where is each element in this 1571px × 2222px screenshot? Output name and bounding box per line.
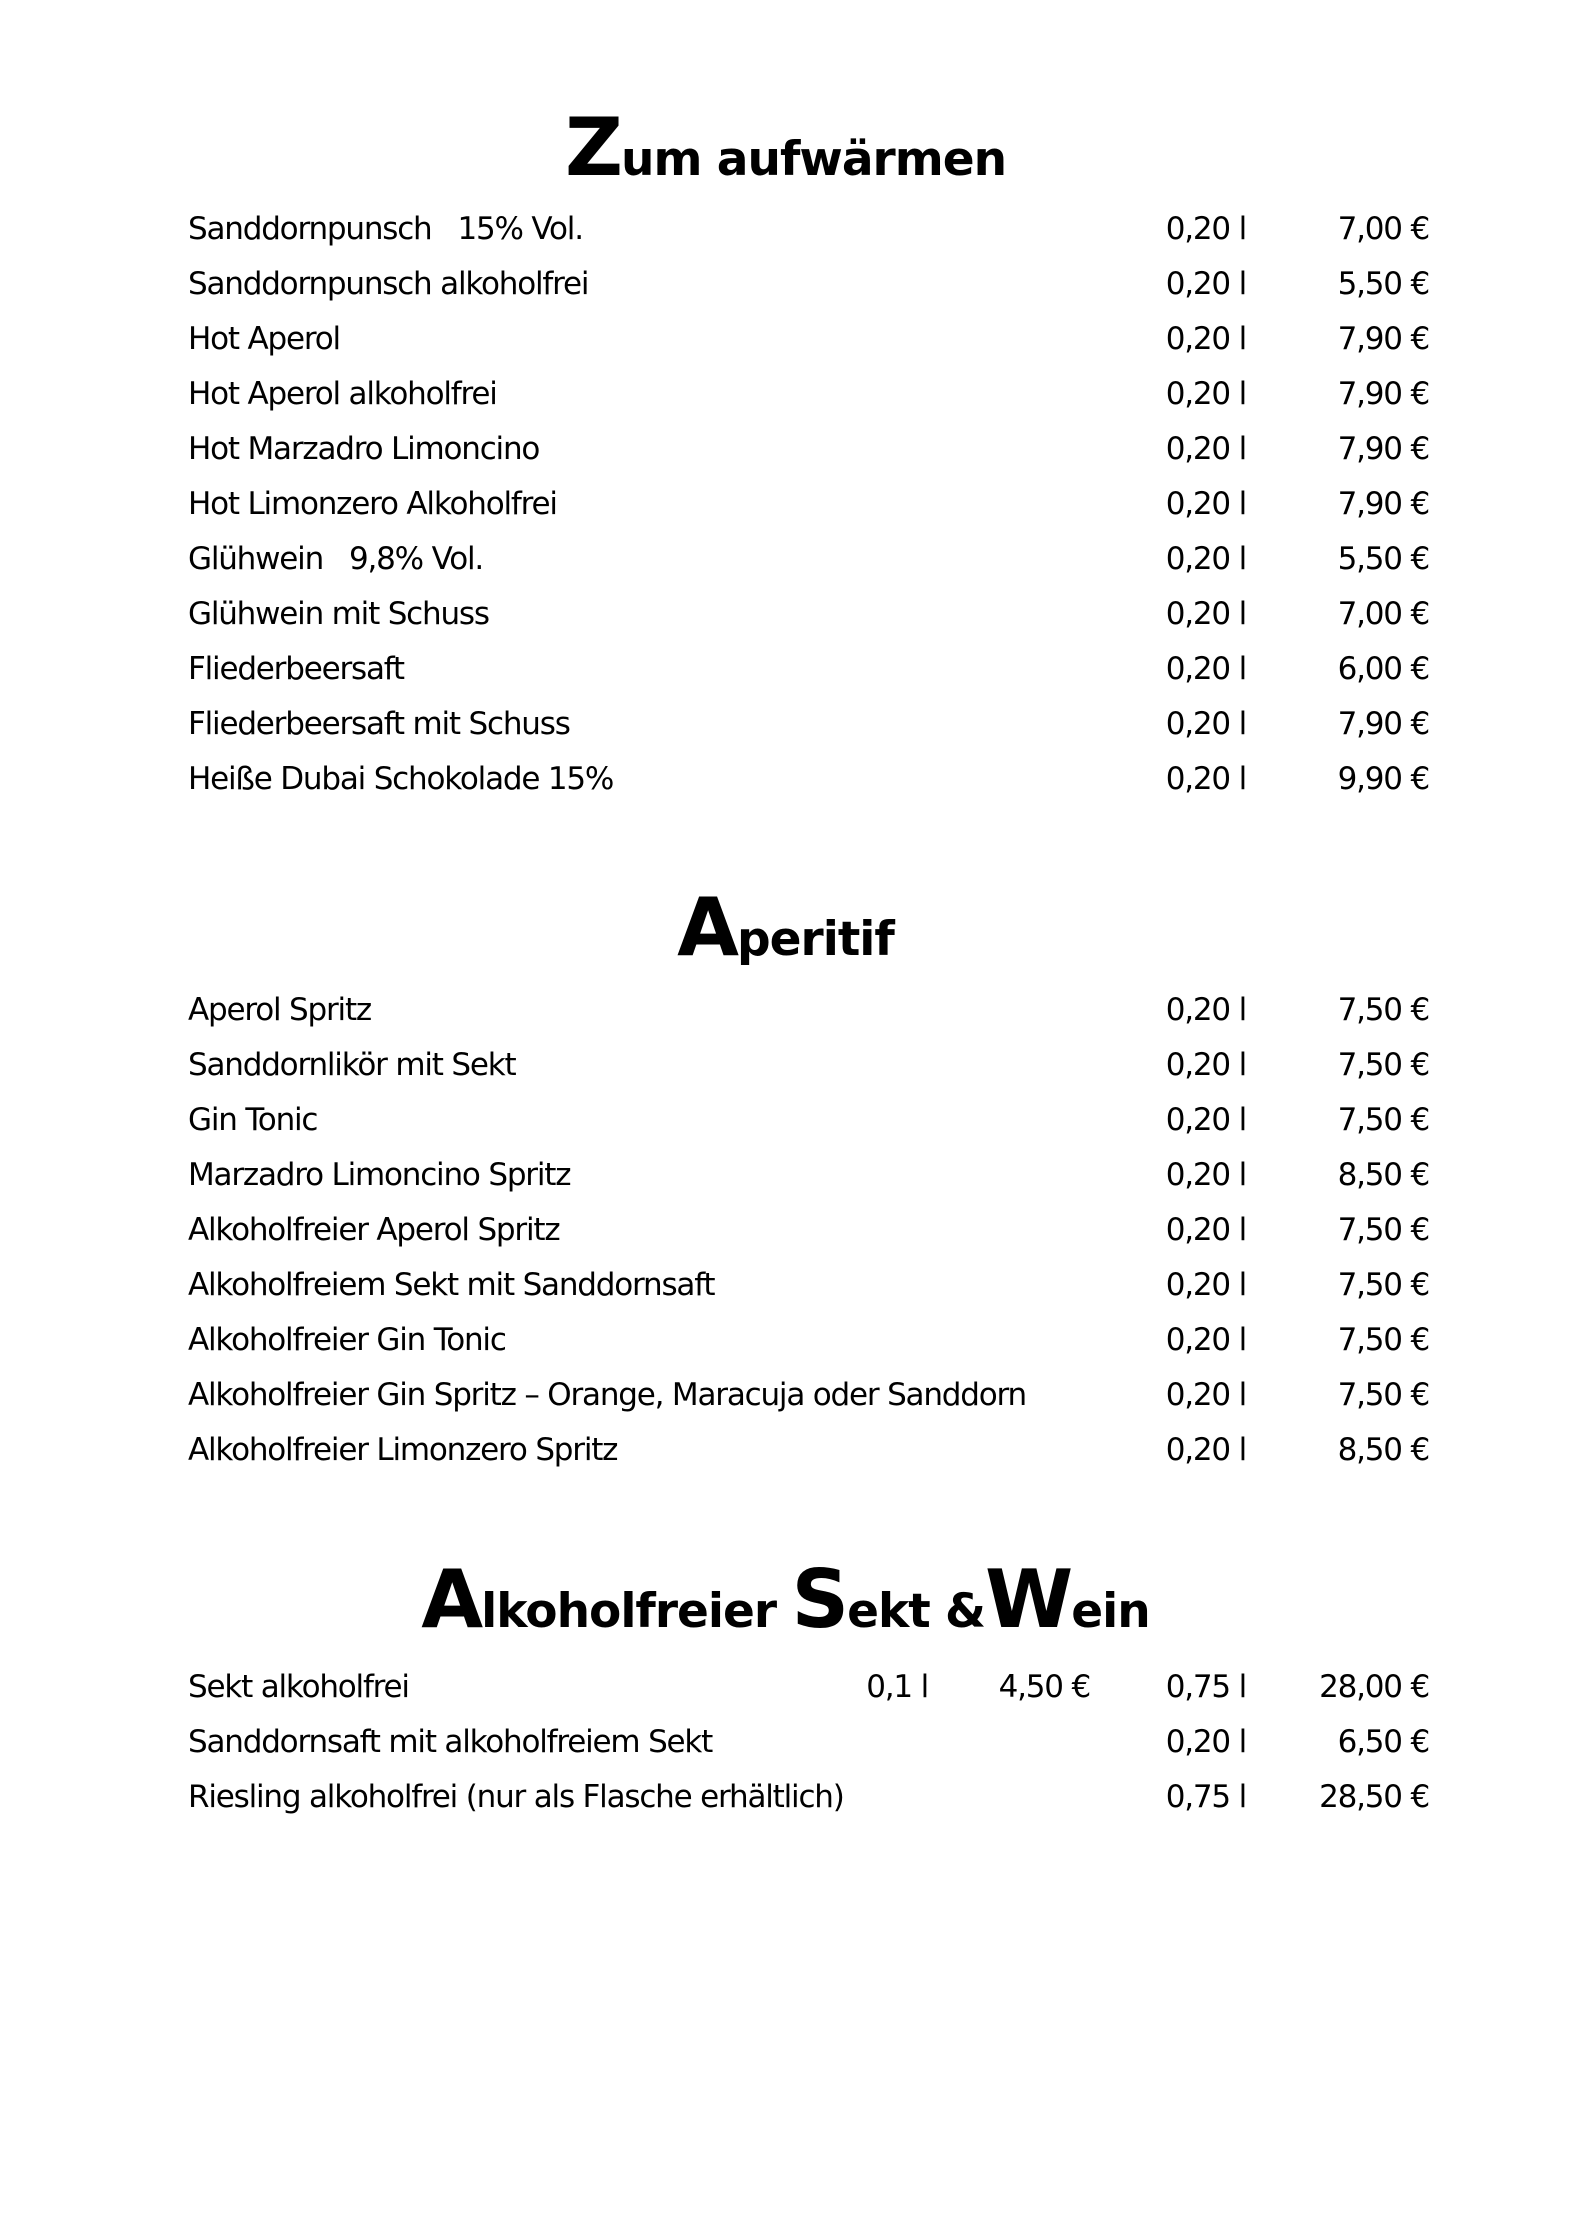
item-volume: 0,20 l	[1165, 486, 1246, 522]
menu-item	[0, 1425, 1571, 1475]
menu-item	[0, 985, 1571, 1035]
item-volume: 0,20 l	[1165, 1432, 1246, 1468]
item-price: 6,00 €	[1337, 651, 1429, 687]
section-title-zum-aufwaermen	[0, 101, 1571, 194]
item-name: Hot Aperol	[188, 321, 340, 357]
section-title-aperitif	[0, 881, 1571, 974]
menu-item	[0, 1717, 1571, 1767]
title-rest: ein	[1071, 1584, 1150, 1639]
item-volume: 0,20 l	[1165, 376, 1246, 412]
item-price: 28,50 €	[1319, 1779, 1429, 1815]
item-price: 5,50 €	[1337, 266, 1429, 302]
item-price: 7,90 €	[1337, 431, 1429, 467]
title-initial: A	[677, 881, 738, 974]
item-name: Gin Tonic	[188, 1102, 318, 1138]
item-price: 5,50 €	[1337, 541, 1429, 577]
item-name: Fliederbeersaft mit Schuss	[188, 706, 570, 742]
item-name: Heiße Dubai Schokolade 15%	[188, 761, 614, 797]
item-volume: 0,20 l	[1165, 706, 1246, 742]
item-price-glass: 4,50 €	[998, 1669, 1090, 1705]
menu-item	[0, 1370, 1571, 1420]
item-name: Fliederbeersaft	[188, 651, 404, 687]
item-price: 7,50 €	[1337, 1322, 1429, 1358]
item-price: 7,50 €	[1337, 992, 1429, 1028]
item-volume: 0,20 l	[1165, 266, 1246, 302]
menu-item	[0, 259, 1571, 309]
menu-item	[0, 479, 1571, 529]
item-price: 7,00 €	[1337, 211, 1429, 247]
item-name: Sanddornpunsch 15% Vol.	[188, 211, 583, 247]
item-name: Hot Marzadro Limoncino	[188, 431, 540, 467]
menu-item	[0, 314, 1571, 364]
item-volume: 0,20 l	[1165, 761, 1246, 797]
menu-item	[0, 1662, 1571, 1712]
item-volume: 0,20 l	[1165, 321, 1246, 357]
title-initial: W	[985, 1553, 1072, 1646]
item-volume: 0,20 l	[1165, 211, 1246, 247]
menu-item	[0, 424, 1571, 474]
item-volume-glass: 0,1 l	[866, 1669, 928, 1705]
item-name: Riesling alkoholfrei (nur als Flasche erhältlich)	[188, 1779, 844, 1815]
title-initial: A	[421, 1553, 482, 1646]
item-name: Glühwein 9,8% Vol.	[188, 541, 484, 577]
item-price: 7,90 €	[1337, 321, 1429, 357]
item-volume: 0,20 l	[1165, 1047, 1246, 1083]
item-price: 7,50 €	[1337, 1047, 1429, 1083]
menu-item	[0, 1095, 1571, 1145]
menu-item	[0, 1205, 1571, 1255]
menu-item	[0, 1150, 1571, 1200]
item-name: Aperol Spritz	[188, 992, 371, 1028]
item-volume: 0,20 l	[1165, 1322, 1246, 1358]
menu-item	[0, 534, 1571, 584]
section-title-alkoholfreier-sekt-wein	[0, 1553, 1571, 1646]
menu-item	[0, 589, 1571, 639]
item-volume: 0,75 l	[1165, 1669, 1246, 1705]
menu-item	[0, 204, 1571, 254]
title-rest: lkoholfreier	[481, 1584, 792, 1639]
item-volume: 0,20 l	[1165, 431, 1246, 467]
item-name: Sanddornpunsch alkoholfrei	[188, 266, 589, 302]
item-name: Alkoholfreier Gin Spritz – Orange, Maracuja oder Sanddorn	[188, 1377, 1026, 1413]
item-name: Alkoholfreier Limonzero Spritz	[188, 1432, 618, 1468]
item-name: Sanddornsaft mit alkoholfreiem Sekt	[188, 1724, 713, 1760]
item-name: Hot Limonzero Alkoholfrei	[188, 486, 557, 522]
item-name: Glühwein mit Schuss	[188, 596, 489, 632]
item-name: Hot Aperol alkoholfrei	[188, 376, 497, 412]
item-name: Alkoholfreier Gin Tonic	[188, 1322, 506, 1358]
item-name: Sanddornlikör mit Sekt	[188, 1047, 516, 1083]
item-volume: 0,20 l	[1165, 1267, 1246, 1303]
item-price: 28,00 €	[1319, 1669, 1429, 1705]
item-price: 7,50 €	[1337, 1212, 1429, 1248]
item-price: 7,90 €	[1337, 376, 1429, 412]
item-volume: 0,20 l	[1165, 1724, 1246, 1760]
item-name: Alkoholfreier Aperol Spritz	[188, 1212, 560, 1248]
item-price: 7,50 €	[1337, 1102, 1429, 1138]
menu-item	[0, 644, 1571, 694]
item-volume: 0,20 l	[1165, 596, 1246, 632]
menu-item	[0, 1772, 1571, 1822]
item-volume: 0,20 l	[1165, 541, 1246, 577]
menu-item	[0, 1315, 1571, 1365]
menu-item	[0, 1260, 1571, 1310]
menu-item	[0, 369, 1571, 419]
title-initial: S	[791, 1553, 848, 1646]
item-price: 7,90 €	[1337, 706, 1429, 742]
item-price: 7,50 €	[1337, 1377, 1429, 1413]
item-price: 8,50 €	[1337, 1432, 1429, 1468]
item-volume: 0,20 l	[1165, 651, 1246, 687]
item-volume: 0,20 l	[1165, 1212, 1246, 1248]
item-volume: 0,20 l	[1165, 1157, 1246, 1193]
item-price: 9,90 €	[1337, 761, 1429, 797]
title-rest: um aufwärmen	[620, 132, 1007, 187]
title-rest: peritif	[737, 912, 894, 967]
item-volume: 0,20 l	[1165, 1377, 1246, 1413]
item-name: Alkoholfreiem Sekt mit Sanddornsaft	[188, 1267, 715, 1303]
menu-item	[0, 1040, 1571, 1090]
title-rest: ekt &	[847, 1584, 986, 1639]
item-volume: 0,20 l	[1165, 992, 1246, 1028]
item-price: 7,90 €	[1337, 486, 1429, 522]
title-initial: Z	[564, 101, 621, 194]
item-volume: 0,20 l	[1165, 1102, 1246, 1138]
menu-item	[0, 754, 1571, 804]
item-name: Sekt alkoholfrei	[188, 1669, 409, 1705]
item-price: 7,50 €	[1337, 1267, 1429, 1303]
item-name: Marzadro Limoncino Spritz	[188, 1157, 571, 1193]
item-volume: 0,75 l	[1165, 1779, 1246, 1815]
menu-item	[0, 699, 1571, 749]
item-price: 6,50 €	[1337, 1724, 1429, 1760]
item-price: 7,00 €	[1337, 596, 1429, 632]
item-price: 8,50 €	[1337, 1157, 1429, 1193]
